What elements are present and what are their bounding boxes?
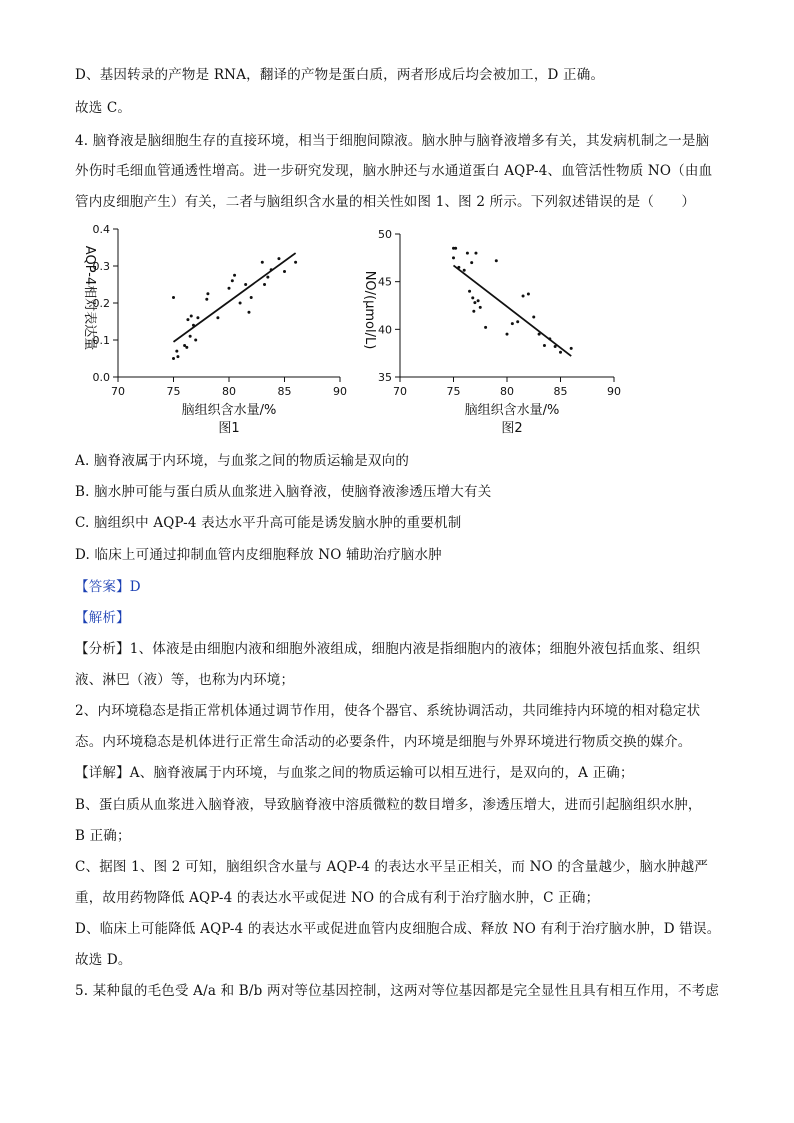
fig2-data-point [532, 315, 535, 318]
fig1-x-tick-label: 90 [333, 385, 347, 398]
fig2-y-tick-label: 50 [378, 228, 392, 241]
analysis-line-1: 【分析】1、体液是由细胞内液和细胞外液组成，细胞内液是指细胞内的液体；细胞外液包括血浆、组织 [75, 641, 701, 657]
fig2-data-point [466, 252, 469, 255]
fig2-data-point [477, 299, 480, 302]
fig2-y-ticks [378, 228, 400, 384]
fig1-y-tick-label: 0.2 [92, 297, 110, 310]
fig1-data-point [172, 296, 175, 299]
question-4-line-3: 管内皮细胞产生）有关，二者与脑组织含水量的相关性如图 1、图 2 所示。下列叙述错误的是（ ） [75, 194, 696, 210]
fig1-xlabel: 脑组织含水量/% [181, 403, 277, 418]
fig1-trend-line [174, 253, 296, 342]
fig1-data-point [283, 270, 286, 273]
fig2-y-tick-label: 40 [378, 323, 392, 337]
fig1-data-point [247, 311, 250, 314]
answer-heading: 【答案】D [75, 579, 141, 595]
fig2-data-point [473, 301, 476, 304]
fig1-x-tick-label: 70 [111, 385, 125, 398]
fig1-data-point [244, 283, 247, 286]
fig1-y-tick-label: 0.4 [92, 223, 110, 236]
analysis-line-4: 态。内环境稳态是机体进行正常生命活动的必要条件，内环境是细胞与外界环境进行物质交换的媒介。 [75, 734, 692, 750]
question-4-line-1: 4. 脑脊液是脑细胞生存的直接环境，相当于细胞间隙液。脑水肿与脑脊液增多有关，其发病机制之一是脑 [75, 133, 710, 149]
select-d: 故选 D。 [75, 952, 132, 968]
fig1-x-ticks [111, 377, 347, 398]
fig1-data-point [261, 261, 264, 264]
detail-line-b2: B 正确； [75, 828, 131, 844]
fig1-data-point [196, 316, 199, 319]
fig1-data-point [294, 261, 297, 264]
fig2-data-point [570, 347, 573, 350]
fig1-data-point [228, 287, 231, 290]
fig1-data-point [239, 302, 242, 305]
fig2-data-point [468, 290, 471, 293]
fig2-y-tick-label: 45 [378, 275, 392, 289]
option-c: C. 脑组织中 AQP-4 表达水平升高可能是诱发脑水肿的重要机制 [75, 515, 462, 531]
fig2-x-tick-label: 80 [500, 385, 514, 398]
fig2-points [452, 247, 573, 354]
fig2-data-point [463, 269, 466, 272]
fig2-data-point [454, 247, 457, 250]
detail-line-c2: 重，故用药物降低 AQP-4 的表达水平或促进 NO 的合成有利于治疗脑水肿，C 正确； [75, 890, 600, 906]
fig2-data-point [495, 259, 498, 262]
fig1-data-point [205, 298, 208, 301]
fig2-data-point [452, 256, 455, 259]
fig1-data-point [194, 339, 197, 342]
figure-1 [82, 223, 347, 436]
fig1-x-tick-label: 80 [222, 385, 236, 398]
fig2-x-ticks [393, 377, 621, 398]
fig1-data-point [175, 350, 178, 353]
fig2-y-tick-label: 35 [378, 371, 392, 384]
fig2-data-point [516, 320, 519, 323]
fig2-xlabel: 脑组织含水量/% [464, 403, 560, 418]
detail-line-d: D、临床上可能降低 AQP-4 的表达水平或促进血管内皮细胞合成、释放 NO 有利于治疗脑水肿，D 错误。 [75, 921, 721, 937]
fig1-data-point [206, 292, 209, 295]
question-5-line-1: 5. 某种鼠的毛色受 A/a 和 B/b 两对等位基因控制，这两对等位基因都是完全显性且具有相互作用，不考虑 [75, 983, 720, 999]
fig1-data-point [233, 274, 236, 277]
fig1-ylabel: AQP-4相对表达量 [82, 245, 97, 351]
fig1-data-point [216, 316, 219, 319]
fig1-data-point [277, 257, 280, 260]
fig1-data-point [176, 355, 179, 358]
fig2-data-point [506, 333, 509, 336]
fig2-data-point [484, 326, 487, 329]
fig2-data-point [471, 296, 474, 299]
fig2-x-tick-label: 90 [607, 385, 621, 398]
fig1-data-point [263, 283, 266, 286]
fig1-data-point [185, 346, 188, 349]
fig1-x-tick-label: 75 [166, 385, 181, 398]
option-d: D. 临床上可通过抑制血管内皮细胞释放 NO 辅助治疗脑水肿 [75, 547, 442, 563]
fig2-ylabel: NO/(μmol/L) [362, 270, 377, 350]
text-line-d-option-prev: D、基因转录的产物是 RNA，翻译的产物是蛋白质，两者形成后均会被加工，D 正确。 [75, 67, 605, 83]
fig1-x-tick-label: 85 [277, 385, 292, 398]
fig1-data-point [189, 335, 192, 338]
fig2-data-point [479, 306, 482, 309]
fig2-x-tick-label: 75 [446, 385, 461, 398]
fig2-x-tick-label: 70 [393, 385, 407, 398]
fig1-data-point [250, 296, 253, 299]
fig2-x-tick-label: 85 [553, 385, 568, 398]
fig1-title: 图1 [218, 421, 240, 436]
analysis-line-2: 液、淋巴（液）等，也称为内环境； [75, 672, 295, 688]
figure-2 [362, 228, 621, 436]
fig1-y-tick-label: 0.1 [92, 334, 110, 347]
fig2-data-point [472, 310, 475, 313]
option-a: A. 脑脊液属于内环境，与血浆之间的物质运输是双向的 [75, 453, 410, 469]
fig2-data-point [474, 252, 477, 255]
detail-line-b1: B、蛋白质从血浆进入脑脊液，导致脑脊液中溶质微粒的数目增多，渗透压增大，进而引起脑组织水肿， [75, 797, 702, 813]
fig2-data-point [522, 294, 525, 297]
fig2-data-point [470, 261, 473, 264]
text-line-select-c: 故选 C。 [75, 100, 132, 116]
detail-line-c1: C、据图 1、图 2 可知，脑组织含水量与 AQP-4 的表达水平呈正相关，而 NO 的含量越少，脑水肿越严 [75, 859, 709, 875]
fig1-data-point [172, 357, 175, 360]
fig2-data-point [511, 322, 514, 325]
detail-line-a: 【详解】A、脑脊液属于内环境，与血浆之间的物质运输可以相互进行，是双向的，A 正确； [75, 765, 634, 781]
fig2-title: 图2 [501, 421, 523, 436]
analysis-line-3: 2、内环境稳态是指正常机体通过调节作用，使各个器官、系统协调活动，共同维持内环境的相对稳定状 [75, 703, 701, 719]
fig2-data-point [527, 293, 530, 296]
fig1-data-point [266, 276, 269, 279]
fig2-trend-line [454, 265, 572, 356]
fig1-data-point [231, 279, 234, 282]
fig1-y-tick-label: 0.3 [92, 260, 110, 273]
option-b: B. 脑水肿可能与蛋白质从血浆进入脑脊液，使脑脊液渗透压增大有关 [75, 484, 492, 500]
fig1-points [172, 257, 297, 360]
figures-container [0, 218, 794, 440]
fig2-data-point [559, 351, 562, 354]
question-4-line-2: 外伤时毛细血管通透性增高。进一步研究发现，脑水肿还与水通道蛋白 AQP-4、血管活性物质 NO（由血 [75, 163, 713, 179]
fig1-y-tick-label: 0.0 [92, 371, 110, 384]
fig1-data-point [190, 314, 193, 317]
fig2-data-point [543, 344, 546, 347]
analysis-heading: 【解析】 [75, 610, 130, 626]
fig1-data-point [186, 318, 189, 321]
